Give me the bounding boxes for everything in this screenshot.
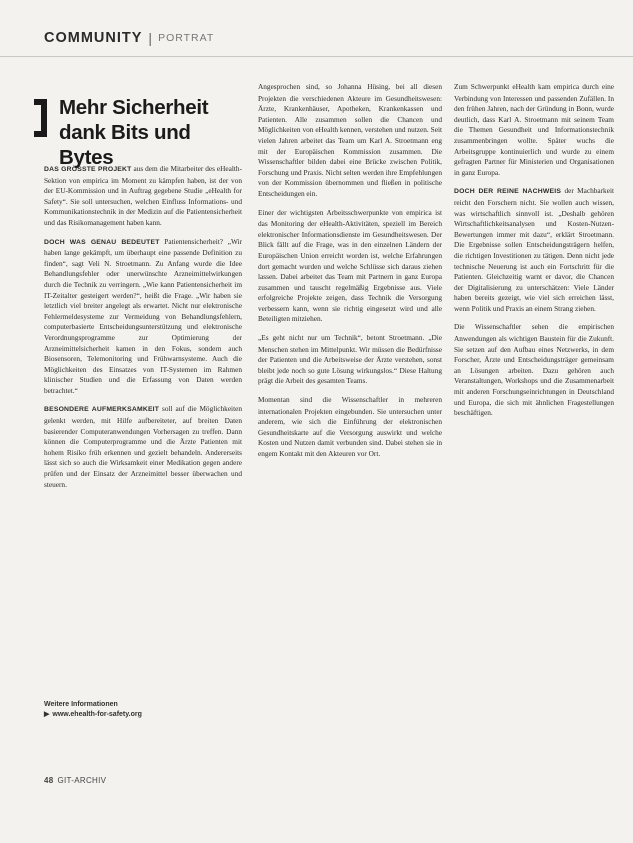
paragraph-text: Momentan sind die Wissenschaftler in mehreren internationalen Projekten eingebunden. Sie untersuchen unter anderem, wie sich die Einführung der elektronischen Gesundheitskarte auf die Versorgung auswirkt und welche Kosten und Nutzen damit verbunden sind. Dabei stehen sie in engem Kontakt mit den Akteuren vor Ort.: [258, 395, 442, 458]
column-3: [454, 82, 614, 768]
paragraph-lead: BESONDERE AUFMERKSAMKEIT: [44, 406, 160, 414]
paragraph-text: „Es geht nicht nur um Technik“, betont Stroetmann. „Die Menschen stehen im Mittelpunkt. Wir müssen die Bedürfnisse der Patienten und die Arbeitsweise der Ärzte verstehen, sonst bleibt jede noch so gute Lösung wirkungslos.“ Diese Haltung prägt die Arbeit des gesamten Teams.: [258, 333, 442, 386]
paragraph: [44, 237, 242, 397]
paragraph-text: der Machbarkeit reicht den Forschern nicht. Sie wollen auch wissen, was wirtschaftlich sinnvoll ist. „Deshalb gehören Wirtschaftlichkeitsanalysen und Kosten-Nutzen-Bewertungen immer mit dazu“, erklärt Stroetmann. Die Ergebnisse sollen Entscheidungsträgern helfen, die richtigen Investitionen zu tätigen. Denn nicht jede technische Neuerung ist auch ein Fortschritt für die Patienten. Gleichzeitig warnt er davor, die Chancen der Digitalisierung zu unterschätzen: Viele Länder haben bereits gezeigt, wie viel sich erreichen lässt, wenn Politik und Praxis an einem Strang ziehen.: [454, 186, 614, 313]
paragraph: [454, 82, 614, 178]
more-info-link[interactable]: www.ehealth-for-safety.org: [52, 711, 142, 718]
paragraph: [258, 208, 442, 326]
paragraph-text: Zum Schwerpunkt eHealth kam empirica durch eine Verbindung von Interessen und passenden Zufällen. In den frühen Jahren, nach der Gründung in Bonn, wurde deutlich, dass Karl A. Stroetmann mit seinem Team die Themen Gesundheit und Informationstechnik zusammenbringen wollte. Später wuchs die Arbeitsgruppe kontinuierlich und wurde zu einem gefragten Partner für Ministerien und Organisationen in ganz Europa.: [454, 82, 614, 177]
paragraph-text: Angesprochen sind, so Johanna Hüsing, bei all diesen Projekten die verschiedenen Akteure im Gesundheitswesen: Ärzte, Krankenhäuser, Apotheken, Krankenkassen und Patienten. Alle zusammen sollen die Chancen und Möglichkeiten von eHealth kennen, verstehen und nutzen. Seit vielen Jahren arbeitet das Team um Karl A. Stroetmann eng mit der Europäischen Kommission zusammen. Die Wissenschaftler bilden dabei eine Brücke zwischen Politik, Forschung und Praxis. Nicht selten werden ihre Empfehlungen von der Kommission übernommen und fließen in politische Entscheidungen ein.: [258, 82, 442, 198]
paragraph-text: aus dem die Mitarbeiter des eHealth-Sektion von empirica im Moment zu kämpfen haben, ist der von der EU-Kommission und in Auftrag gegebene Studie „eHealth for Safety“. Sie soll untersuchen, welchen Einfluss Informations- und Kommunikationstechnik in der Medizin auf die Patientensicherheit und das Risikomanagement haben kann.: [44, 164, 242, 227]
paragraph: [44, 164, 242, 229]
paragraph: [258, 333, 442, 387]
page-footer: [44, 776, 106, 785]
page-number: 48: [44, 776, 54, 785]
more-info-box: [44, 700, 242, 720]
paragraph: [44, 404, 242, 490]
article-title: Mehr Sicherheit dank Bits und Bytes: [59, 96, 209, 169]
header-separator: |: [148, 30, 153, 46]
magazine-name: GIT-ARCHIV: [57, 776, 107, 785]
column-1: [44, 164, 242, 692]
paragraph-text: Die Wissenschaftler sehen die empirischen Anwendungen als wichtigen Baustein für die Zukunft. Sie setzen auf den Aufbau eines Netzwerks, in dem Forscher, Ärzte und Entscheidungsträger gemeinsam an Lösungen arbeiten. Dazu gehören auch Veranstaltungen, Workshops und die Zusammenarbeit mit anderen Forschungseinrichtungen in Deutschland und Europa, die sich mit ähnlichen Fragestellungen beschäftigen.: [454, 322, 614, 418]
column-2: [258, 82, 442, 768]
subsection-label: PORTRAT: [158, 32, 215, 44]
paragraph: [258, 82, 442, 200]
paragraph-lead: DOCH WAS GENAU BEDEUTET: [44, 238, 160, 246]
paragraph: [454, 186, 614, 314]
paragraph-lead: DOCH DER REINE NACHWEIS: [454, 188, 562, 196]
page-header: [44, 28, 214, 48]
paragraph: [258, 395, 442, 460]
arrow-right-icon: ▶: [44, 711, 50, 718]
paragraph-text: soll auf die Möglichkeiten gelenkt werden, mit Hilfe aufbereiteter, auf breiten Daten basierender Computeranwendungen Vorhersagen zu treffen. Dann können die Computerprogramme und die Ärzte Patienten mit hohem Risiko früh erkennen und gezielt behandeln. Andererseits lässt sich so auch die Wirksamkeit einer Medikation gegen andere prüfen und der Einsatz der Arzneimittel besser überwachen und steuern.: [44, 404, 242, 489]
section-label: COMMUNITY: [44, 30, 143, 46]
more-info-label: Weitere Informationen: [44, 701, 118, 708]
header-divider: [0, 56, 633, 57]
paragraph-lead: DAS GRÖSSTE PROJEKT: [44, 166, 132, 173]
paragraph-text: Patientensicherheit? „Wir haben lange gekämpft, um überhaupt eine passende Definition zu finden“, sagt Veli N. Stroetmann. Zu Anfang wurde die Idee Behandlungsfehler oder unerwünschte Arzneimittelwirkungen durch die Technik zu verringern. „Wie kann Patientensicherheit im IT-Zeitalter gesteigert werden?“, heißt die Frage. „Wir haben sie letztlich viel breiter angelegt als erwartet. Nicht nur elektronische Fehlermeldesysteme zur Vermeidung von Behandlungsfehlern, computerbasierte Entscheidungsunterstützung und elektronische Verordnungsprogramme zur Optimierung der Arzneimittelsicherheit kamen in den Fokus, sondern auch Biosensoren, Telemonitoring und Frühwarnsysteme. Auch die Möglichkeiten des Einsatzes von IT-Systemen im Rahmen klinischer Studien und die Erfassung von Daten werden betrachtet.“: [44, 236, 242, 395]
paragraph-text: Einer der wichtigsten Arbeitsschwerpunkte von empirica ist das Monitoring der eHealth-Aktivitäten, speziell im Bereich elektronischer Informationsdienste im Gesundheitswesen. Der Blick fällt auf die Frage, was in den einzelnen Ländern der Europäischen Union erreicht worden ist, welche Erfahrungen dort gemacht wurden und welche Schlüsse sich daraus ziehen lassen. Dabei arbeitet das Team mit Partnern in ganz Europa zusammen und tauscht regelmäßig Ergebnisse aus. Viele erfolgreiche Projekte zeigen, dass Technik die Versorgung verbessern kann, wenn sie richtig eingesetzt wird und alle Beteiligten mitziehen.: [258, 207, 442, 324]
paragraph: [454, 322, 614, 418]
bracket-icon: [34, 99, 47, 137]
